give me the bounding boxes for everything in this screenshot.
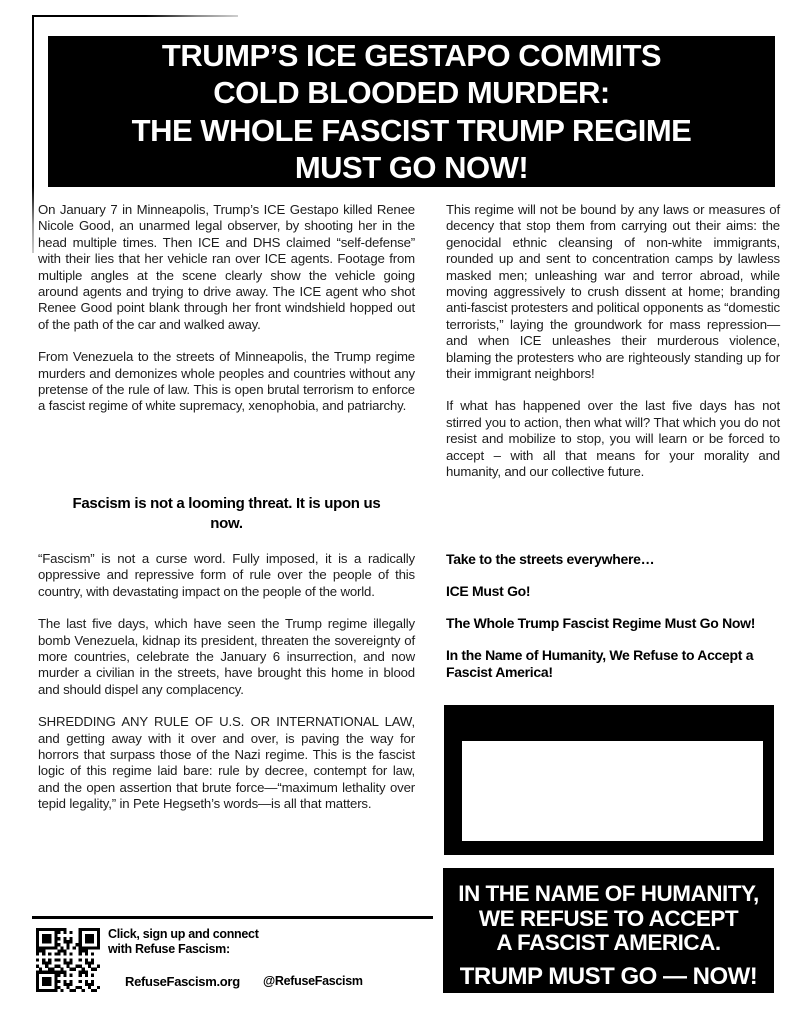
body-paragraph: If what has happened over the last five days has not stirred you to action, then what will? That which you do not resist and mobilize to stop, you will learn or be forced to accept – with all that means for your morality and humanity, and our collective future.	[446, 398, 780, 480]
banner-line-3: A FASCIST AMERICA.	[496, 930, 721, 955]
callout-wrap	[38, 494, 415, 533]
social-handle-link[interactable]: @RefuseFascism	[263, 974, 363, 988]
left-column-lower	[38, 551, 415, 813]
body-paragraph: SHREDDING ANY RULE OF U.S. OR INTERNATIONAL LAW, and getting away with it over and over, is paving the way for horrors that surpass those of the Nazi regime. This is the fascist logic of this regime laid bare: rule by decree, contempt for law, and the open assertion that brute force—“maximum lethality over tepid legality,” in Pete Hegseth’s words—is all that matters.	[38, 714, 415, 812]
banner-line-1: IN THE NAME OF HUMANITY,	[458, 881, 759, 906]
qr-code-icon[interactable]	[36, 926, 100, 994]
website-link[interactable]: RefuseFascism.org	[125, 974, 240, 989]
image-placeholder-inner	[462, 741, 763, 841]
headline-line-1: TRUMP’S ICE GESTAPO COMMITS	[161, 37, 662, 73]
banner-line-2: WE REFUSE TO ACCEPT	[478, 905, 739, 931]
callout-text: Fascism is not a looming threat. It is upon us now.	[72, 495, 381, 532]
scan-artifact-vertical-line	[32, 15, 34, 253]
banner-final-line: TRUMP MUST GO — NOW!	[459, 962, 758, 990]
connect-label	[108, 927, 298, 957]
body-paragraph: The last five days, which have seen the Trump regime illegally bomb Venezuela, kidnap its president, threaten the sovereignty of more countries, celebrate the January 6 insurrection, and now murder a civilian in the streets, have brought this home in blood and should dispel any complacency.	[38, 616, 415, 697]
connect-label-line-1: Click, sign up and connect	[108, 927, 259, 941]
banner-lines	[443, 882, 774, 956]
left-column-upper	[38, 202, 415, 415]
slogan-take-to-streets: Take to the streets everywhere…	[446, 551, 655, 567]
body-paragraph: This regime will not be bound by any laws or measures of decency that stop them from carrying out their aims: the genocidal ethnic cleansing of non-white immigrants, rounded up and sent to concentration camps by lawless masked men; unleashing war and terror abroad, while moving aggressively to crush dissent at home; branding anti-fascist protesters and political opponents as “domestic terrorists,” laying the groundwork for mass repression—and when ICE unleashes their murderous violence, blaming the protesters who are righteously standing up for their immigrant neighbors!	[446, 202, 780, 382]
slogan-regime-must-go: The Whole Trump Fascist Regime Must Go Now!	[446, 615, 756, 631]
body-paragraph: “Fascism” is not a curse word. Fully imposed, it is a radically oppressive and repressive form of rule over the people of this country, with devastating impact on the people of the world.	[38, 551, 415, 599]
footer-divider-rule	[32, 916, 433, 919]
bottom-banner	[443, 868, 774, 993]
body-paragraph: From Venezuela to the streets of Minneapolis, the Trump regime murders and demonizes whole peoples and countries without any pretense of the rule of law. This is open brutal terrorism to enforce a fascist regime of white supremacy, xenophobia, and patriarchy.	[38, 349, 415, 414]
scan-artifact-horizontal-line	[32, 15, 238, 17]
right-column-upper	[446, 202, 780, 481]
headline-line-4: MUST GO NOW!	[294, 150, 529, 185]
connect-label-line-2: with Refuse Fascism:	[108, 942, 230, 956]
headline-line-3: THE WHOLE FASCIST TRUMP REGIME	[131, 112, 692, 148]
slogan-list	[446, 551, 780, 696]
headline-line-2: COLD BLOODED MURDER:	[213, 75, 610, 110]
headline-banner	[48, 36, 775, 187]
slogan-ice-must-go: ICE Must Go!	[446, 583, 531, 599]
body-paragraph: On January 7 in Minneapolis, Trump’s ICE Gestapo killed Renee Nicole Good, an unarmed legal observer, by shooting her in the head multiple times. Then ICE and DHS claimed “self-defense” with their lies that her vehicle ran over ICE agents. Footage from multiple angles at the scene clearly show the vehicle going around agents and trying to drive away. The ICE agent who shot Renee Good point blank through her front windshield hopped out of the path of the car and walked away.	[38, 202, 415, 332]
slogan-name-of-humanity: In the Name of Humanity, We Refuse to Accept a Fascist America!	[446, 647, 754, 680]
